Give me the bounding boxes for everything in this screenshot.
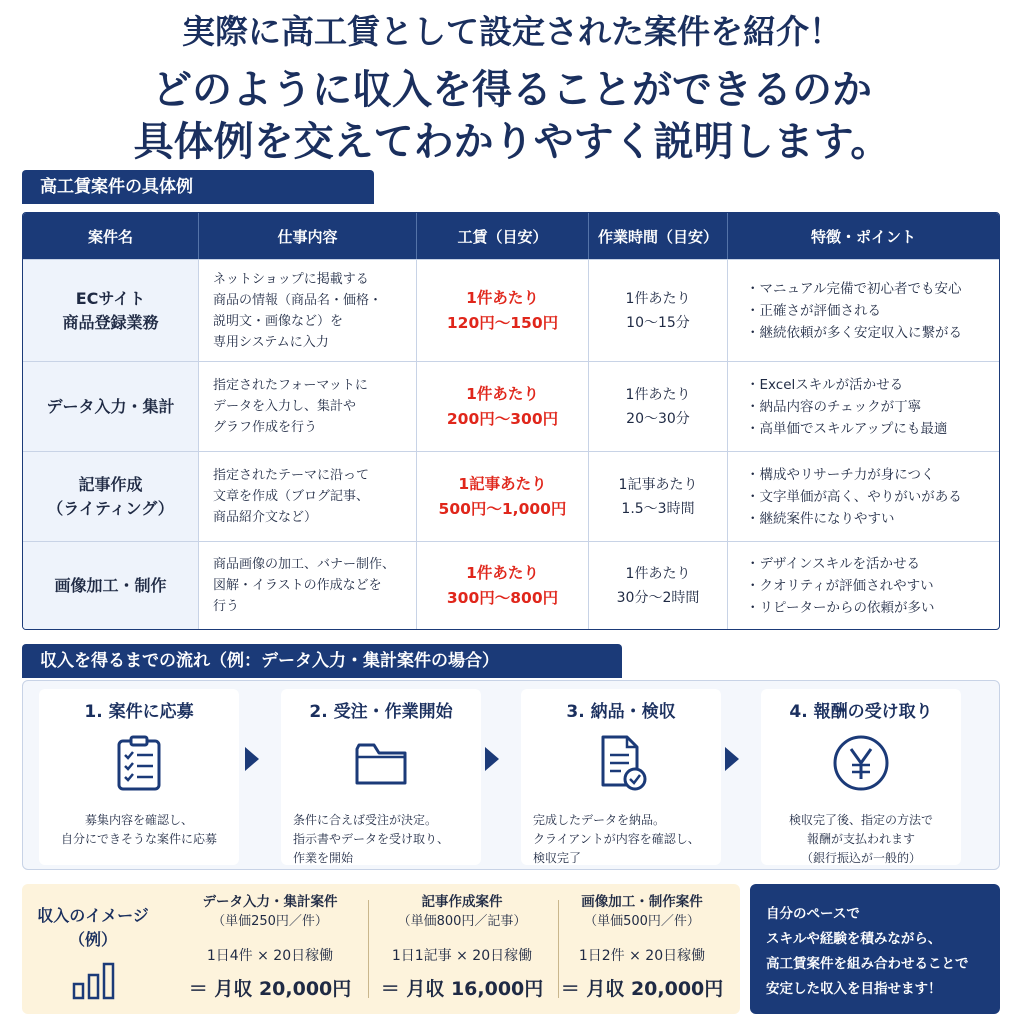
step-title: 1. 案件に応募 (84, 702, 194, 722)
job-work: 指定されたテーマに沿って 文章を作成（ブログ記事、 商品紹介文など） (199, 452, 417, 541)
headline-line-1: 実際に高工賃として設定された案件を紹介！ (182, 12, 842, 51)
feature-item: ・ 納品内容のチェックが丁寧 (746, 396, 947, 418)
job-work: ネットショップに掲載する 商品の情報（商品名・価格・ 説明文・画像など）を 専用システムに入力 (199, 260, 417, 361)
income-example-total: ＝ 月収 16,000円 (380, 978, 544, 1000)
feature-item: ・ マニュアル完備で初心者でも安心 (746, 278, 962, 300)
feature-item: ・ 高単価でスキルアップにも最適 (746, 418, 947, 440)
job-name: データ入力・集計 (23, 362, 199, 451)
step-description: 完成したデータを納品。 クライアントが内容を確認し、 検収完了 (533, 813, 700, 865)
header-job-name: 案件名 (23, 213, 199, 259)
table-row (23, 541, 999, 629)
header-time: 作業時間（目安） (589, 213, 728, 259)
header-features: 特徴・ポイント (810, 227, 916, 246)
flow-step (39, 689, 239, 865)
bar-chart-icon (72, 962, 116, 1000)
folder-icon (351, 733, 411, 793)
job-pay: 1件あたり 200円〜300円 (417, 362, 589, 451)
feature-item: ・ 継続案件になりやすい (746, 508, 962, 530)
feature-item: ・ 継続依頼が多く安定収入に繋がる (746, 322, 962, 344)
flow-arrow-icon (725, 747, 739, 771)
step-description: 募集内容を確認し、 自分にできそうな案件に応募 (60, 813, 217, 846)
job-pay: 1件あたり 120円〜150円 (417, 260, 589, 361)
table-row (23, 451, 999, 541)
flow-step (521, 689, 721, 865)
job-pay: 1件あたり 300円〜800円 (417, 542, 589, 629)
income-panel (22, 884, 740, 1014)
income-example (180, 892, 360, 1002)
income-example-title: 記事作成案件 (421, 894, 503, 910)
income-example-unit: （単価800円／記事） (397, 914, 527, 929)
step-title: 4. 報酬の受け取り (789, 702, 933, 722)
job-name: 画像加工・制作 (23, 542, 199, 629)
job-work: 指定されたフォーマットに データを入力し、集計や グラフ作成を行う (199, 362, 417, 451)
table-row (23, 361, 999, 451)
job-features (728, 452, 999, 541)
headline-line-3: 具体例を交えてわかりやすく説明します。 (133, 119, 891, 165)
summary-callout: 自分のペースで スキルや経験を積みながら、 高工賃案件を組み合わせることで 安定した収入を目指せます！ (750, 884, 1000, 1014)
job-time: 1記事あたり 1.5〜3時間 (589, 452, 728, 541)
income-example-unit: （単価500円／件） (584, 914, 700, 929)
step-title: 3. 納品・検収 (566, 702, 676, 722)
job-features (728, 542, 999, 629)
income-example-calc: 1日2件 × 20日稼働 (578, 948, 706, 964)
job-time: 1件あたり 10〜15分 (589, 260, 728, 361)
headline-line-2: どのように収入を得ることができるのか (152, 67, 872, 113)
job-name: 記事作成 （ライティング） (23, 452, 199, 541)
step-description: 検収完了後、指定の方法で 報酬が支払われます （銀行振込が一般的） (788, 813, 933, 865)
header-work: 仕事内容 (199, 213, 417, 259)
income-divider (368, 900, 369, 998)
document-check-icon (591, 733, 651, 793)
flow-arrow-icon (245, 747, 259, 771)
header-pay: 工賃（目安） (417, 213, 589, 259)
yen-coin-icon (831, 733, 891, 793)
feature-item: ・ Excelスキルが活かせる (746, 374, 947, 396)
feature-item: ・ デザインスキルを活かせる (746, 553, 934, 575)
income-example-unit: （単価250円／件） (212, 914, 328, 929)
feature-item: ・ クオリティが評価されやすい (746, 575, 934, 597)
flow-arrow-icon (485, 747, 499, 771)
flow-section-title: 収入を得るまでの流れ（例：データ入力・集計案件の場合） (22, 644, 622, 678)
feature-item: ・ リピーターからの依頼が多い (746, 597, 934, 619)
flow-step (761, 689, 961, 865)
income-example (372, 892, 552, 1002)
income-label: 収入のイメージ （例） (37, 906, 149, 949)
step-description: 条件に合えば受注が決定。 指示書やデータを受け取り、 作業を開始 (293, 813, 450, 865)
feature-item: ・ 正確さが評価される (746, 300, 962, 322)
job-time: 1件あたり 20〜30分 (589, 362, 728, 451)
job-pay: 1記事あたり 500円〜1,000円 (417, 452, 589, 541)
table-section-title: 高工賃案件の具体例 (22, 170, 374, 204)
income-example-calc: 1日1記事 × 20日稼働 (391, 948, 533, 964)
table-header-row (23, 213, 999, 259)
feature-item: ・ 文字単価が高く、やりがいがある (746, 486, 962, 508)
clipboard-checklist-icon (109, 733, 169, 793)
step-title: 2. 受注・作業開始 (309, 702, 453, 722)
job-name: ECサイト 商品登録業務 (23, 260, 199, 361)
job-time: 1件あたり 30分〜2時間 (589, 542, 728, 629)
income-example-total: ＝ 月収 20,000円 (188, 978, 352, 1000)
income-example-total: ＝ 月収 20,000円 (560, 978, 724, 1000)
job-features (728, 362, 999, 451)
job-work: 商品画像の加工、バナー制作、 図解・イラストの作成などを 行う (199, 542, 417, 629)
income-example-title: データ入力・集計案件 (202, 894, 338, 910)
job-features (728, 260, 999, 361)
feature-item: ・ 構成やリサーチ力が身につく (746, 464, 962, 486)
income-example-calc: 1日4件 × 20日稼働 (206, 948, 334, 964)
income-example (552, 892, 732, 1002)
table-row (23, 259, 999, 361)
jobs-table (22, 212, 1000, 630)
flow-step (281, 689, 481, 865)
income-example-title: 画像加工・制作案件 (581, 894, 703, 910)
flow-panel (22, 680, 1000, 870)
